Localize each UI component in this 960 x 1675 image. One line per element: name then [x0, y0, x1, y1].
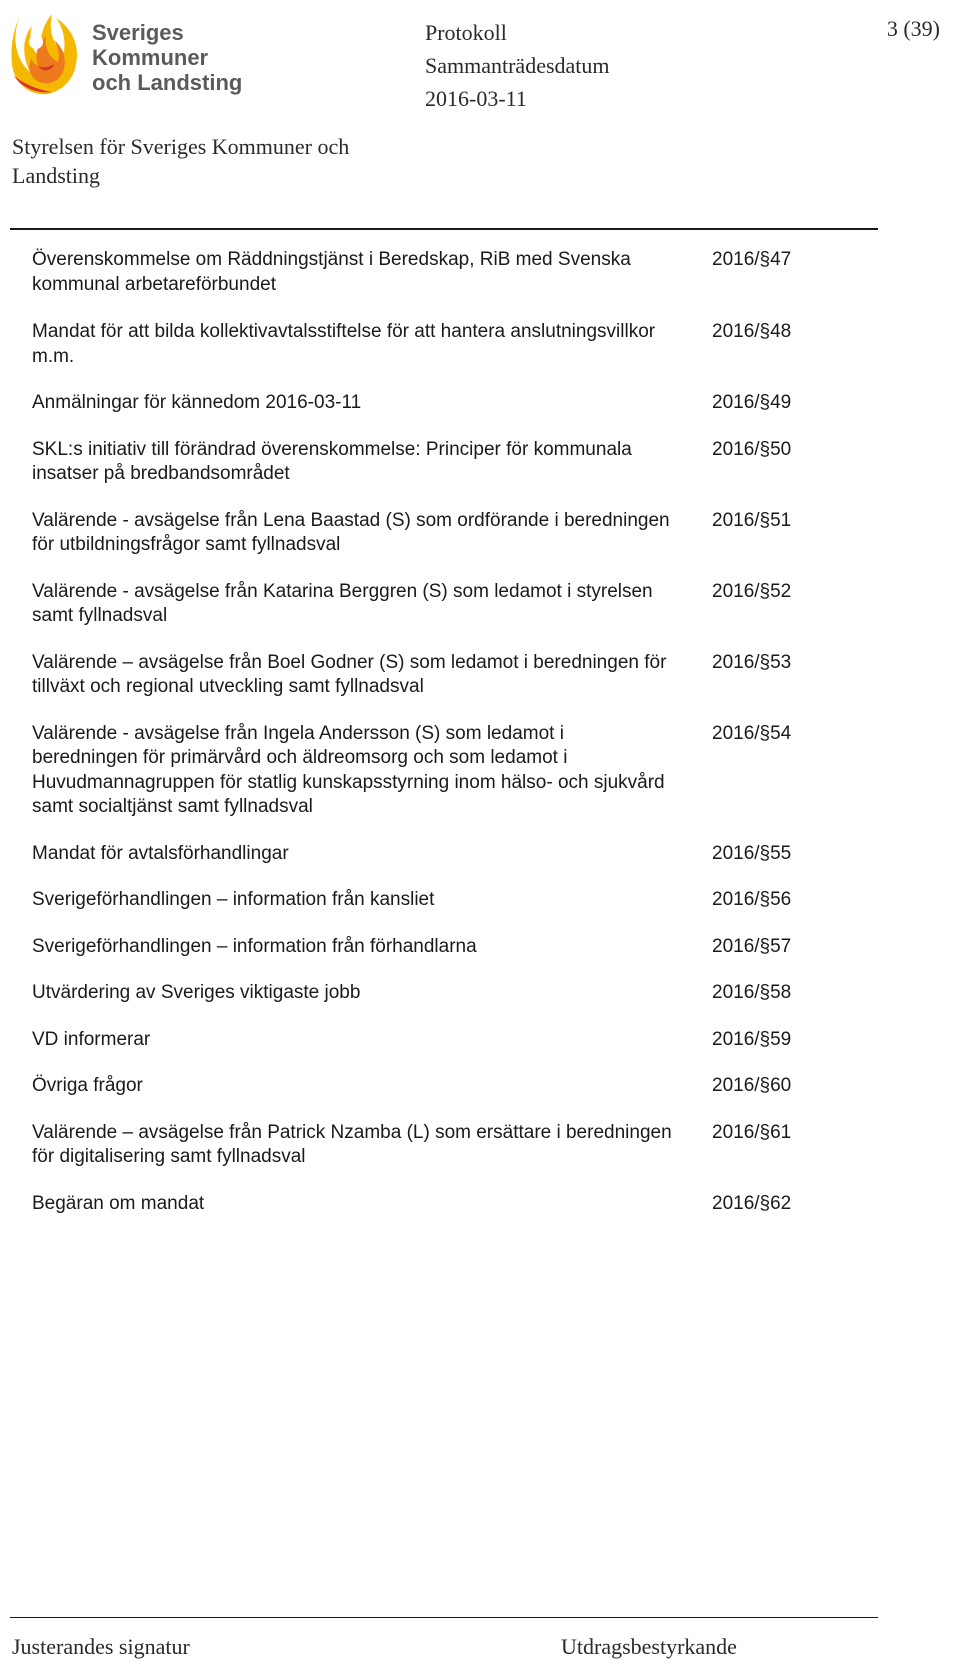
agenda-item [32, 580, 832, 629]
agenda-item-title: Valärende - avsägelse från Ingela Andersson (S) som ledamot i beredningen för primärvård och äldreomsorg och som ledamot i Huvudmannagruppen för statlig kunskapsstyrning inom hälso- och sjukvård samt socialtjänst samt fyllnadsval [32, 722, 665, 817]
agenda-item-paragraph-ref: 2016/§47 [712, 249, 792, 270]
agenda-item-paragraph-ref: 2016/§59 [712, 1028, 792, 1050]
agenda-item [32, 935, 832, 960]
agenda-item-paragraph-ref: 2016/§55 [712, 842, 792, 864]
agenda-item-title: SKL:s initiativ till förändrad överenskommelse: Principer för kommunala insatser på bredbandsområdet [32, 438, 632, 484]
agenda-item-paragraph-ref: 2016/§58 [712, 982, 792, 1003]
agenda-item-paragraph-ref: 2016/§57 [712, 935, 792, 957]
page-number: 3 (39) [886, 16, 940, 41]
agenda-item [32, 1028, 832, 1053]
agenda-item [32, 651, 832, 700]
agenda-item [32, 888, 832, 913]
agenda-item-paragraph-ref: 2016/§54 [712, 722, 792, 744]
agenda-item [32, 320, 832, 369]
agenda-item-title: Valärende - avsägelse från Lena Baastad (S) som ordförande i beredningen för utbildningsfrågor samt fyllnadsval [32, 509, 670, 555]
agenda-item-title: Överenskommelse om Räddningstjänst i Beredskap, RiB med Svenska kommunal arbetareförbundet [32, 249, 631, 295]
agenda-item-title: Utvärdering av Sveriges viktigaste jobb [32, 982, 361, 1003]
agenda-item-title: Sverigeförhandlingen – information från förhandlarna [32, 935, 477, 957]
agenda-item-title: Sverigeförhandlingen – information från kansliet [32, 889, 435, 910]
skl-logo [8, 6, 248, 98]
agenda-item-paragraph-ref: 2016/§52 [712, 580, 792, 602]
certification-label: Utdragsbestyrkande [561, 1634, 737, 1659]
agenda-item [32, 1192, 832, 1217]
footer-divider [10, 1617, 878, 1618]
agenda-item [32, 842, 832, 867]
agenda-item-title: Övriga frågor [32, 1075, 143, 1096]
agenda-item-title: VD informerar [32, 1028, 151, 1050]
logo-line-3: och Landsting [92, 70, 243, 95]
agenda-item [32, 1121, 832, 1170]
meeting-date: 2016-03-11 [425, 86, 527, 111]
header-divider [10, 228, 878, 230]
agenda-item [32, 722, 832, 820]
agenda-item [32, 1074, 832, 1099]
agenda-item-title: Valärende – avsägelse från Boel Godner (S) som ledamot i beredningen för tillväxt och regional utveckling samt fyllnadsval [32, 651, 667, 697]
logo-line-1: Sveriges [92, 20, 184, 45]
agenda-item-paragraph-ref: 2016/§60 [712, 1075, 792, 1096]
agenda-list [32, 248, 832, 1216]
logo-line-2: Kommuner [92, 45, 209, 70]
agenda-item-paragraph-ref: 2016/§48 [712, 321, 792, 342]
agenda-item [32, 438, 832, 487]
agenda-item-title: Mandat för avtalsförhandlingar [32, 842, 289, 864]
agenda-item-paragraph-ref: 2016/§49 [712, 392, 792, 413]
organization-name: Styrelsen för Sveriges Kommuner och Landsting [12, 134, 350, 188]
protocol-header [425, 16, 610, 115]
document-type: Protokoll [425, 20, 507, 45]
skl-flame-emblem-icon [8, 6, 86, 96]
logo-wordmark [92, 20, 242, 95]
signature-label: Justerandes signatur [12, 1634, 190, 1659]
agenda-item-paragraph-ref: 2016/§51 [712, 509, 792, 531]
agenda-item [32, 248, 832, 297]
agenda-item [32, 981, 832, 1006]
agenda-item-paragraph-ref: 2016/§50 [712, 438, 792, 460]
agenda-item-paragraph-ref: 2016/§53 [712, 651, 792, 673]
agenda-item [32, 509, 832, 558]
meeting-date-label: Sammanträdesdatum [425, 53, 610, 78]
agenda-item [32, 391, 832, 416]
agenda-item-title: Begäran om mandat [32, 1192, 205, 1214]
agenda-item-paragraph-ref: 2016/§56 [712, 889, 792, 910]
agenda-item-paragraph-ref: 2016/§61 [712, 1121, 792, 1143]
agenda-item-paragraph-ref: 2016/§62 [712, 1192, 792, 1214]
agenda-item-title: Valärende - avsägelse från Katarina Berggren (S) som ledamot i styrelsen samt fyllnadsval [32, 580, 653, 626]
agenda-item-title: Mandat för att bilda kollektivavtalsstiftelse för att hantera anslutningsvillkor m.m. [32, 321, 656, 367]
agenda-item-title: Anmälningar för kännedom 2016-03-11 [32, 392, 362, 413]
agenda-item-title: Valärende – avsägelse från Patrick Nzamba (L) som ersättare i beredningen för digitalisering samt fyllnadsval [32, 1121, 672, 1167]
